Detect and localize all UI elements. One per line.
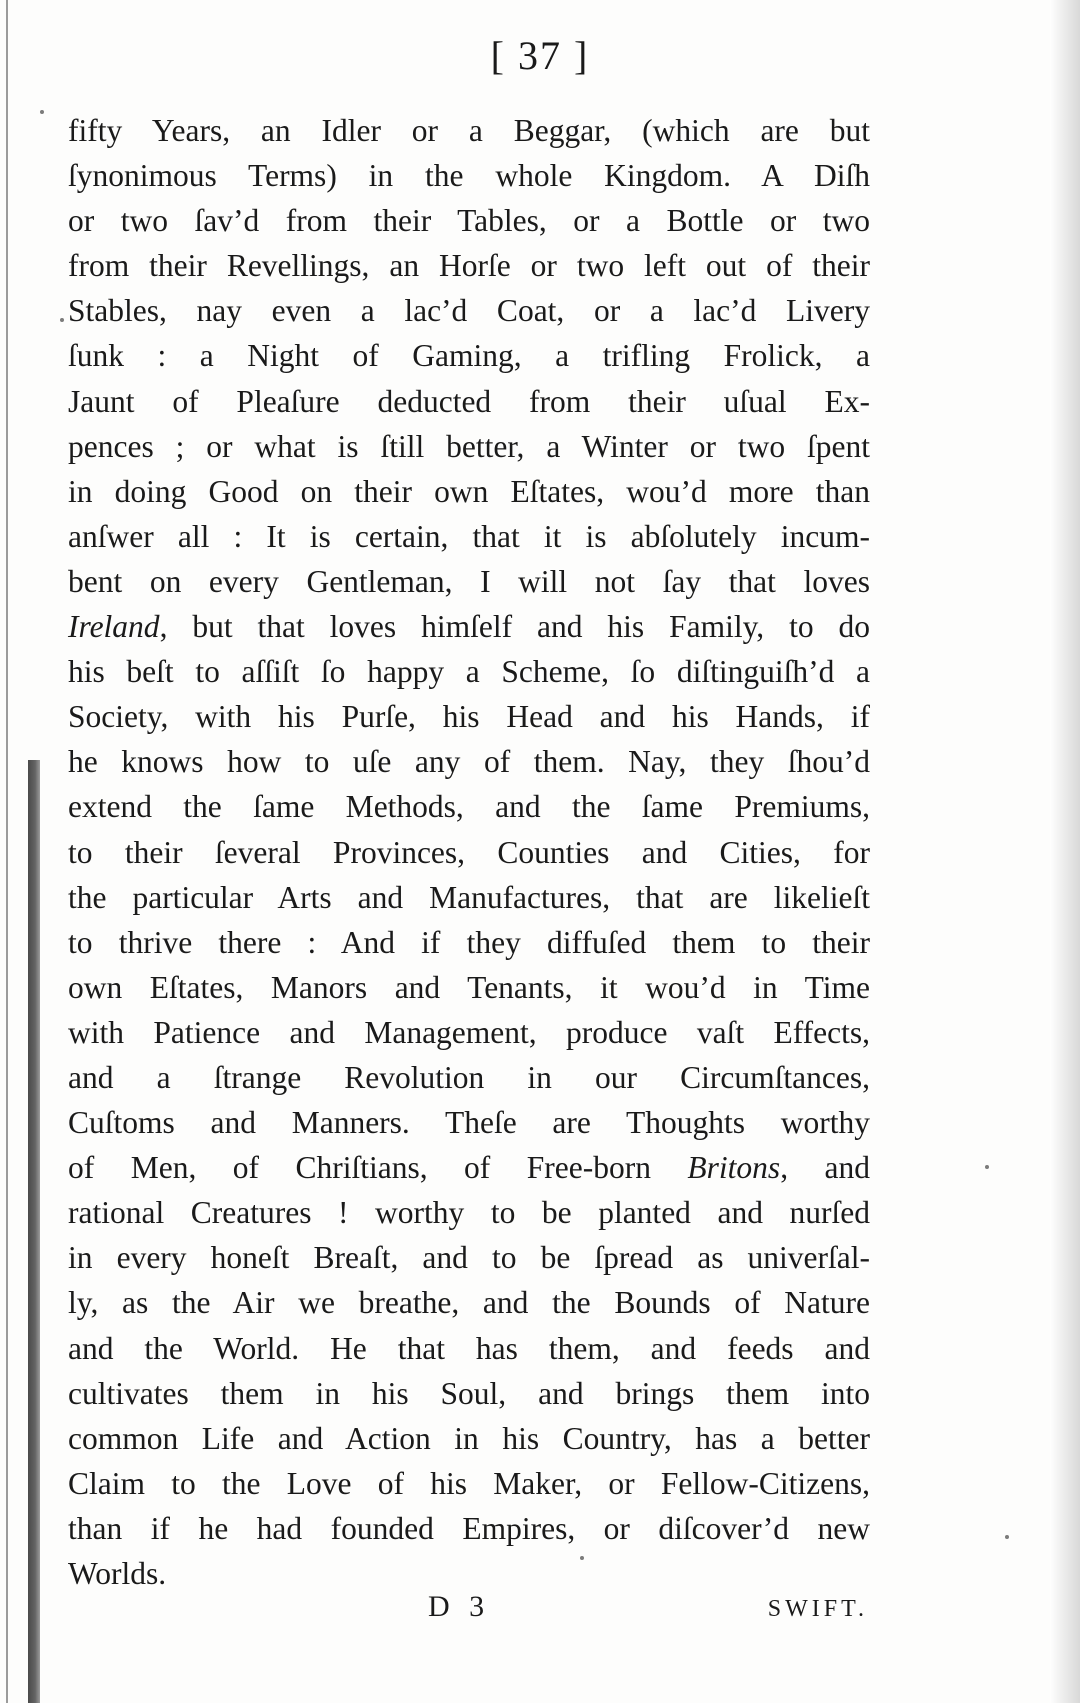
text-line: ſynonimous Terms) in the whole Kingdom. A Diſh [68,158,870,194]
text-line: to thrive there : And if they diffuſed them to their [68,924,870,960]
page-edge-shading [1050,0,1080,1703]
text-line: own Eſtates, Manors and Tenants, it wou’d in Time [68,969,870,1005]
text-line: his beſt to aſſiſt ſo happy a Scheme, ſo diſtinguiſh’d a [68,654,870,690]
text-line: common Life and Action in his Country, has a better [68,1420,870,1456]
text-line-with-italic: of Men, of Chriſtians, of Free-born Britons, and [68,1150,871,1186]
text-line: and a ſtrange Revolution in our Circumſtances, [68,1059,870,1095]
text-line: with Patience and Management, produce vaſt Effects, [68,1014,870,1050]
text-line: ly, as the Air we breathe, and the Bounds of Nature [68,1285,870,1321]
page-footer [0,1590,1080,1640]
ink-speck [60,318,64,322]
text-line: rational Creatures ! worthy to be planted and nurſed [68,1195,870,1231]
text-line: in doing Good on their own Eſtates, wou’d more than [68,473,870,509]
text-line: or two ſav’d from their Tables, or a Bottle or two [68,203,870,239]
ink-speck [985,1165,989,1169]
text-line: Stables, nay even a lac’d Coat, or a lac’d Livery [68,293,870,329]
italic-proper-noun: Ireland [68,609,160,645]
text-line: ſunk : a Night of Gaming, a trifling Frolick, a [68,338,870,374]
text-line: he knows how to uſe any of them. Nay, they ſhou’d [68,744,870,780]
text-line-with-italic: Ireland, but that loves himſelf and his Family, to do [68,609,870,645]
text-line: the particular Arts and Manufactures, that are likelieſt [68,879,870,915]
text-line: fifty Years, an Idler or a Beggar, (which are but [68,113,870,148]
text-line: Claim to the Love of his Maker, or Fellow-Citizens, [68,1465,870,1501]
text-line: Cuſtoms and Manners. Theſe are Thoughts worthy [68,1105,870,1141]
text-line: anſwer all : It is certain, that it is abſolutely incum- [68,518,870,554]
text-line: Jaunt of Pleaſure deducted from their uſual Ex- [68,383,870,419]
text-line: pences ; or what is ſtill better, a Winter or two ſpent [68,428,870,464]
text-line: to their ſeveral Provinces, Counties and Cities, for [68,834,870,870]
italic-proper-noun: Britons [687,1150,781,1186]
text-line: cultivates them in his Soul, and brings them into [68,1375,870,1411]
text-line: from their Revellings, an Horſe or two left out of their [68,248,870,284]
text-line-final: Worlds. [68,1556,167,1591]
page-edge-shadow [6,0,8,1703]
text-line: than if he had founded Empires, or diſcover’d new [68,1510,870,1546]
text-line: and the World. He that has them, and feeds and [68,1330,870,1366]
signature-mark: D 3 [428,1590,491,1623]
ink-speck [580,1556,584,1560]
text-line: in every honeſt Breaſt, and to be ſpread as univerſal- [68,1240,870,1276]
body-paragraph [68,108,870,1596]
text-line: Society, with his Purſe, his Head and his Hands, if [68,699,870,735]
text-line: extend the ſame Methods, and the ſame Premiums, [68,789,870,825]
page-number: [ 37 ] [490,33,590,78]
ink-speck [40,110,44,114]
binding-shadow [28,760,40,1703]
catchword: SWIFT. [767,1596,868,1622]
text-line: bent on every Gentleman, I will not ſay that loves [68,563,870,599]
ink-speck [1005,1535,1009,1539]
